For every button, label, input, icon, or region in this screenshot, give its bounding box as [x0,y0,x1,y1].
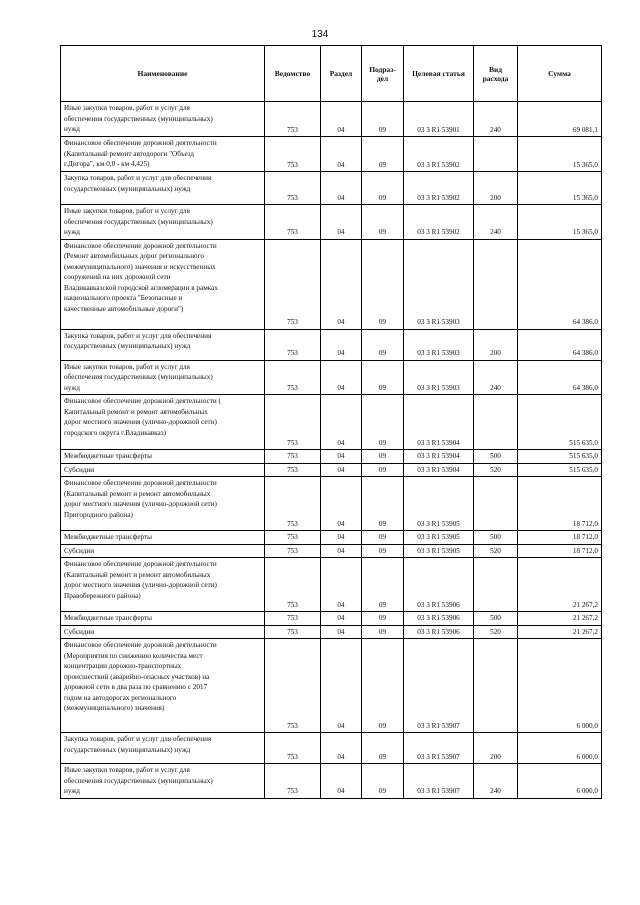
cell-sum: 15 365,0 [518,205,602,240]
cell-name: Финансовое обеспечение дорожной деятельности (Мероприятия по снижению количества мест концентрации дорожно-транспортных происшествий (аварийно-опасных участков) на дорожной сети в два раза по сравнению с 2017 годом на автодорогах регионального (межмуниципального) значения) [61,639,265,733]
header-name: Наименование [61,46,265,102]
cell-section: 04 [321,612,362,626]
cell-name: Иные закупки товаров, работ и услуг для обеспечения государственных (муниципальных) нужд [61,102,265,137]
cell-type: 520 [474,463,518,477]
cell-type: 520 [474,625,518,639]
header-dept: Ведомство [265,46,321,102]
cell-type: 500 [474,450,518,464]
cell-subsection: 09 [362,764,404,799]
cell-name: Межбюджетные трансферты [61,450,265,464]
cell-section: 04 [321,205,362,240]
cell-type: 200 [474,733,518,764]
header-section: Раздел [321,46,362,102]
cell-section: 04 [321,733,362,764]
table-row [61,544,602,558]
cell-subsection: 09 [362,639,404,733]
cell-article: 03 3 R1 53903 [404,239,474,329]
table-row [61,395,602,450]
cell-sum: 69 081,1 [518,102,602,137]
cell-article: 03 3 R1 53902 [404,172,474,205]
cell-section: 04 [321,531,362,545]
cell-section: 04 [321,625,362,639]
cell-article: 03 3 R1 53905 [404,544,474,558]
cell-type: 500 [474,531,518,545]
cell-subsection: 09 [362,450,404,464]
cell-article: 03 3 R1 53904 [404,450,474,464]
cell-name: Субсидии [61,544,265,558]
cell-name: Межбюджетные трансферты [61,531,265,545]
table-row [61,558,602,612]
cell-subsection: 09 [362,612,404,626]
cell-article: 03 3 R1 53902 [404,137,474,172]
header-subsection: Подраз- дел [362,46,404,102]
cell-sum: 515 635,0 [518,463,602,477]
cell-name: Финансовое обеспечение дорожной деятельности ( Капитальный ремонт и ремонт автомобильных дорог местного значения (улично-дорожной сети) городского округа г.Владикавказ) [61,395,265,450]
cell-sum: 6 000,0 [518,733,602,764]
header-type: Вид расхода [474,46,518,102]
table-row [61,329,602,360]
cell-name: Иные закупки товаров, работ и услуг для обеспечения государственных (муниципальных) нужд [61,205,265,240]
cell-subsection: 09 [362,137,404,172]
cell-article: 03 3 R1 53904 [404,395,474,450]
cell-subsection: 09 [362,477,404,531]
cell-section: 04 [321,764,362,799]
cell-section: 04 [321,450,362,464]
table-row [61,612,602,626]
cell-subsection: 09 [362,102,404,137]
cell-name: Закупка товаров, работ и услуг для обеспечения государственных (муниципальных) нужд [61,172,265,205]
cell-sum: 515 635,0 [518,450,602,464]
table-row [61,137,602,172]
cell-subsection: 09 [362,625,404,639]
cell-name: Закупка товаров, работ и услуг для обеспечения государственных (муниципальных) нужд [61,733,265,764]
cell-sum: 18 712,0 [518,544,602,558]
cell-dept: 753 [265,558,321,612]
budget-table [60,45,602,799]
cell-type [474,395,518,450]
cell-dept: 753 [265,205,321,240]
cell-sum: 64 386,0 [518,239,602,329]
header-sum: Сумма [518,46,602,102]
cell-subsection: 09 [362,205,404,240]
cell-dept: 753 [265,625,321,639]
cell-article: 03 3 R1 53906 [404,612,474,626]
cell-section: 04 [321,329,362,360]
cell-section: 04 [321,137,362,172]
table-row [61,531,602,545]
cell-name: Субсидии [61,625,265,639]
cell-name: Межбюджетные трансферты [61,612,265,626]
cell-article: 03 3 R1 53906 [404,625,474,639]
cell-type [474,137,518,172]
cell-dept: 753 [265,544,321,558]
cell-article: 03 3 R1 53905 [404,531,474,545]
cell-subsection: 09 [362,239,404,329]
cell-dept: 753 [265,172,321,205]
cell-section: 04 [321,544,362,558]
cell-type: 520 [474,544,518,558]
cell-sum: 64 386,0 [518,329,602,360]
cell-type: 500 [474,612,518,626]
cell-subsection: 09 [362,463,404,477]
table-header-row [61,46,602,102]
cell-sum: 18 712,0 [518,477,602,531]
cell-article: 03 3 R1 53904 [404,463,474,477]
cell-name: Иные закупки товаров, работ и услуг для обеспечения государственных (муниципальных) нужд [61,360,265,395]
cell-type [474,558,518,612]
cell-article: 03 3 R1 53905 [404,477,474,531]
table-row [61,477,602,531]
cell-section: 04 [321,172,362,205]
cell-sum: 21 267,2 [518,612,602,626]
cell-dept: 753 [265,733,321,764]
cell-name: Финансовое обеспечение дорожной деятельности (Капитальный ремонт и ремонт автомобильных дорог местного значения (улично-дорожной сети) Правобережного района) [61,558,265,612]
cell-dept: 753 [265,463,321,477]
cell-article: 03 3 R1 53903 [404,360,474,395]
cell-name: Субсидии [61,463,265,477]
cell-dept: 753 [265,395,321,450]
cell-dept: 753 [265,531,321,545]
cell-sum: 21 267,2 [518,625,602,639]
cell-article: 03 3 R1 53906 [404,558,474,612]
cell-section: 04 [321,102,362,137]
cell-dept: 753 [265,329,321,360]
cell-subsection: 09 [362,360,404,395]
cell-section: 04 [321,239,362,329]
cell-article: 03 3 R1 53902 [404,205,474,240]
cell-sum: 515 635,0 [518,395,602,450]
cell-subsection: 09 [362,558,404,612]
cell-dept: 753 [265,477,321,531]
header-article: Целевая статья [404,46,474,102]
cell-dept: 753 [265,764,321,799]
cell-subsection: 09 [362,531,404,545]
cell-section: 04 [321,395,362,450]
cell-section: 04 [321,477,362,531]
table-row [61,172,602,205]
cell-sum: 18 712,0 [518,531,602,545]
cell-type: 200 [474,172,518,205]
cell-article: 03 3 R1 53907 [404,733,474,764]
cell-dept: 753 [265,639,321,733]
cell-article: 03 3 R1 53901 [404,102,474,137]
cell-dept: 753 [265,137,321,172]
cell-dept: 753 [265,239,321,329]
cell-dept: 753 [265,360,321,395]
cell-subsection: 09 [362,395,404,450]
table-row [61,102,602,137]
table-row [61,639,602,733]
cell-sum: 15 365,0 [518,172,602,205]
cell-name: Финансовое обеспечение дорожной деятельности (Капитальный ремонт автодороги "Объезд г.Дигора", км 0,0 - км 4,425) [61,137,265,172]
page-number: 134 [311,29,329,40]
cell-subsection: 09 [362,733,404,764]
cell-type [474,639,518,733]
cell-section: 04 [321,360,362,395]
table-row [61,239,602,329]
cell-article: 03 3 R1 53903 [404,329,474,360]
cell-name: Финансовое обеспечение дорожной деятельности (Ремонт автомобильных дорог регионального (межмуниципального) значения и искусственных сооружений на них дорожной сети Владикавказской городской агломерации в рамках национального проекта "Безопасные и качественные автомобильные дороги") [61,239,265,329]
cell-sum: 64 386,0 [518,360,602,395]
cell-section: 04 [321,558,362,612]
cell-type: 240 [474,360,518,395]
table-row [61,764,602,799]
table-row [61,205,602,240]
cell-dept: 753 [265,612,321,626]
cell-subsection: 09 [362,329,404,360]
cell-article: 03 3 R1 53907 [404,764,474,799]
cell-type: 240 [474,764,518,799]
cell-type [474,477,518,531]
cell-sum: 6 000,0 [518,639,602,733]
cell-sum: 21 267,2 [518,558,602,612]
cell-article: 03 3 R1 53907 [404,639,474,733]
cell-sum: 15 365,0 [518,137,602,172]
cell-subsection: 09 [362,544,404,558]
cell-type [474,239,518,329]
cell-type: 200 [474,329,518,360]
cell-dept: 753 [265,102,321,137]
cell-name: Закупка товаров, работ и услуг для обеспечения государственных (муниципальных) нужд [61,329,265,360]
cell-type: 240 [474,102,518,137]
cell-name: Финансовое обеспечение дорожной деятельности (Капитальный ремонт и ремонт автомобильных дорог местного значения (улично-дорожной сети) Пригородного района) [61,477,265,531]
cell-section: 04 [321,463,362,477]
table-row [61,360,602,395]
table-row [61,733,602,764]
table-row [61,625,602,639]
cell-sum: 6 000,0 [518,764,602,799]
cell-type: 240 [474,205,518,240]
table-row [61,450,602,464]
cell-dept: 753 [265,450,321,464]
cell-name: Иные закупки товаров, работ и услуг для обеспечения государственных (муниципальных) нужд [61,764,265,799]
table-row [61,463,602,477]
cell-section: 04 [321,639,362,733]
cell-subsection: 09 [362,172,404,205]
